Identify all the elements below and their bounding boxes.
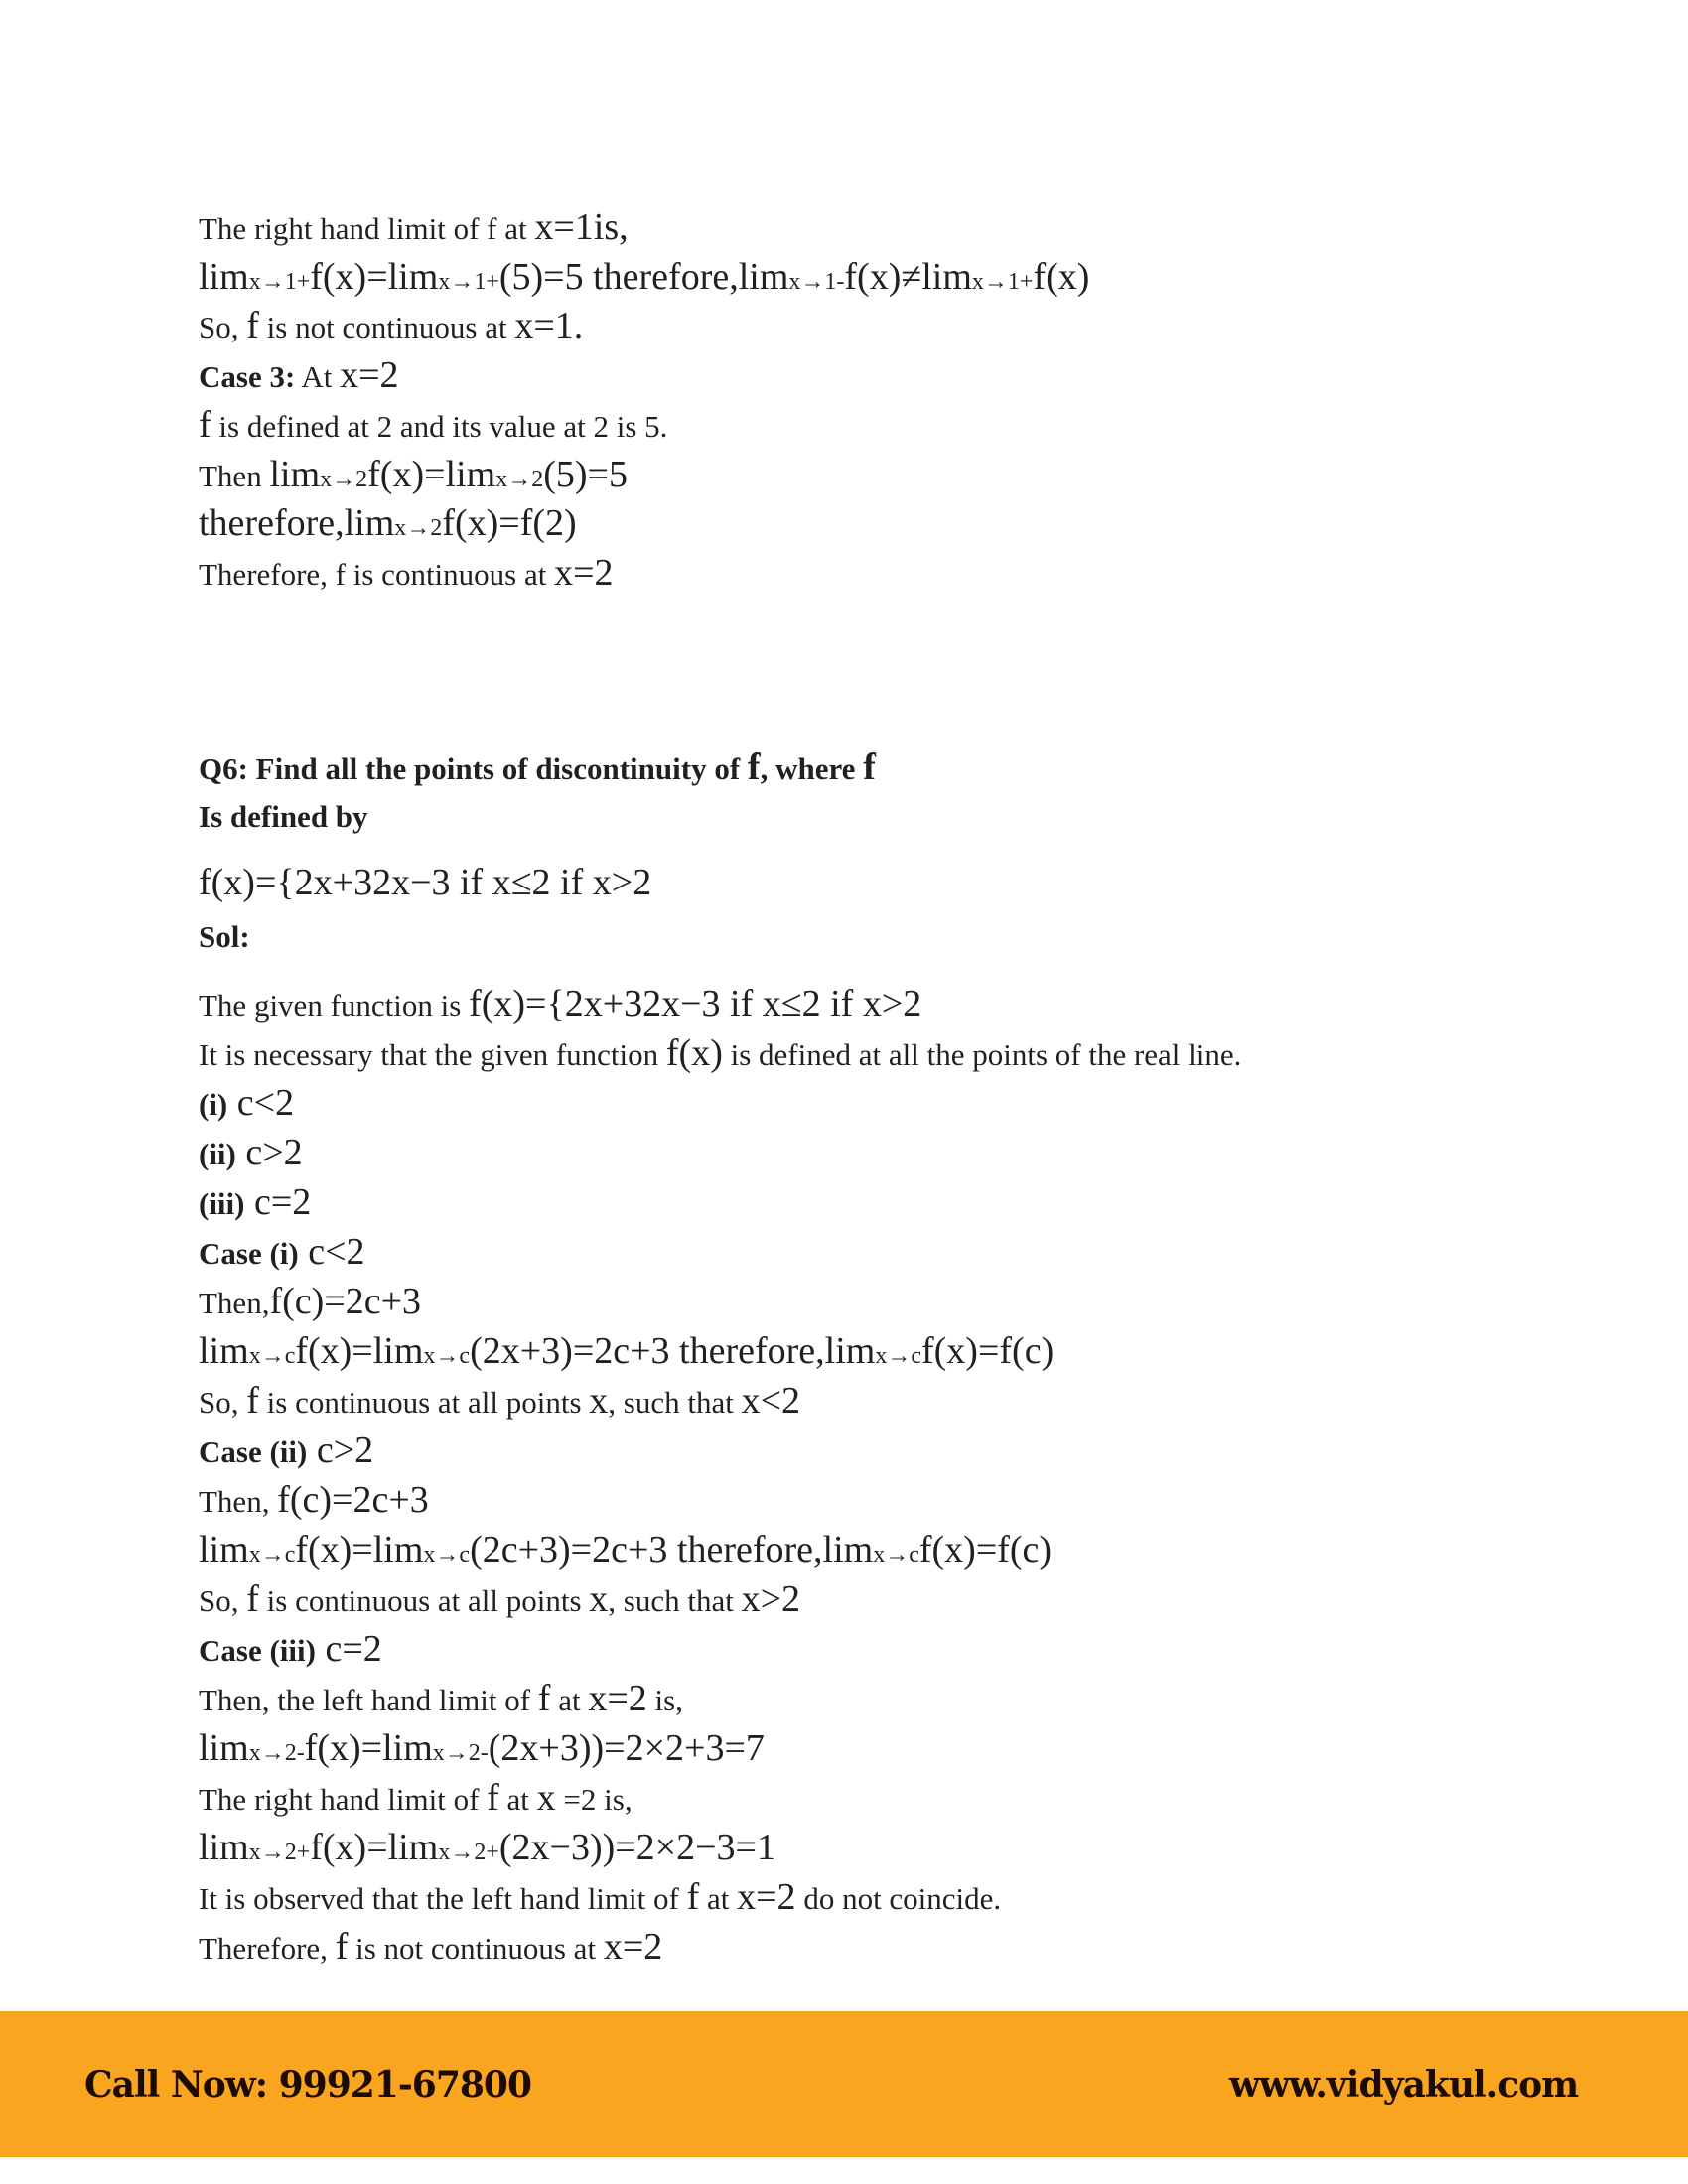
math-expression: f(x)=f(c) [918, 1529, 1053, 1570]
text-line [199, 551, 614, 594]
math-expression: f(x)=lim [310, 255, 439, 298]
math-expression: f [537, 1678, 551, 1719]
text-line [199, 1283, 421, 1320]
text-line [199, 354, 399, 397]
math-expression: (2x+3))=2×2+3=7 [488, 1727, 765, 1769]
text-line [199, 1878, 1001, 1916]
math-expression: x=2 [603, 1926, 663, 1968]
text-line [199, 255, 1090, 298]
math-expression: lim [199, 1330, 249, 1372]
call-now-phone[interactable]: Call Now: 99921-67800 [84, 2063, 532, 2106]
math-expression: lim [199, 1827, 249, 1868]
math-expression: f [747, 747, 761, 788]
text-segment: at [498, 1782, 537, 1817]
text-segment: is, [646, 1683, 683, 1717]
text-segment: The right hand limit of f at [199, 211, 535, 246]
limit-subscript: x→c [248, 1542, 296, 1568]
math-expression: f(x)=lim [295, 1529, 424, 1570]
math-expression: x<2 [741, 1380, 801, 1422]
math-expression: f [686, 1876, 700, 1918]
text-line [199, 1382, 800, 1420]
text-segment: Then, [199, 1484, 278, 1519]
text-line [199, 1680, 683, 1717]
math-expression: f(x)=lim [310, 1827, 439, 1868]
limit-subscript: x→2 [495, 466, 544, 492]
question-title [199, 749, 876, 786]
math-expression: f(x)={2x+32x−3 if x≤2 if x>2 [469, 983, 922, 1024]
text-line [199, 1084, 294, 1122]
limit-subscript: x→2+ [438, 1840, 499, 1865]
solution-label: Sol: [199, 919, 250, 954]
limit-subscript: x→1+ [248, 268, 311, 295]
math-expression: f [863, 747, 876, 788]
text-segment: Then [199, 458, 270, 493]
math-expression: (2x+3)=2c+3 therefore,lim [470, 1330, 876, 1372]
text-segment: The given function is [199, 988, 470, 1023]
text-line [199, 985, 921, 1023]
math-expression: x=2 [554, 551, 614, 594]
text-segment: At [295, 359, 341, 395]
limit-subscript: x→2+ [248, 1840, 311, 1865]
text-segment: Case 3: [199, 359, 296, 395]
text-segment: at [699, 1881, 738, 1916]
math-expression: f [246, 1380, 259, 1422]
math-expression: (2c+3)=2c+3 therefore,lim [470, 1529, 874, 1570]
math-expression: f [335, 1926, 349, 1968]
math-expression: lim [199, 1529, 249, 1570]
text-line [199, 1134, 303, 1171]
text-segment: is continuous at all points [258, 1385, 590, 1420]
text-segment: It is observed that the left hand limit of [199, 1881, 687, 1916]
text-segment: is defined at 2 and its value at 2 is 5. [211, 408, 668, 444]
math-expression: f(x)=lim [304, 1727, 433, 1769]
text-segment: So, [199, 1583, 247, 1618]
math-expression: f(x) [665, 1032, 723, 1074]
text-line [199, 1779, 633, 1817]
math-expression: (5)=5 [543, 453, 628, 495]
math-expression: f(x)=lim [367, 453, 496, 495]
text-line [199, 1034, 1241, 1072]
math-expression: (2x−3))=2×2−3=1 [498, 1827, 775, 1868]
text-segment: So, [199, 310, 247, 345]
text-segment: =2 is, [555, 1782, 633, 1817]
text-line [199, 453, 628, 495]
text-line [199, 1580, 800, 1618]
math-expression: f(x)=lim [295, 1330, 424, 1372]
text-line [199, 1432, 373, 1469]
text-segment: Then, [199, 1286, 270, 1320]
limit-subscript: x→c [248, 1343, 296, 1369]
math-expression: f [199, 403, 211, 446]
text-line [199, 403, 668, 446]
limit-subscript: x→1+ [438, 268, 499, 295]
footer-banner [0, 2011, 1688, 2157]
text-line [199, 1233, 365, 1271]
text-segment: Therefore, f is continuous at [199, 556, 555, 592]
text-line [199, 502, 577, 545]
math-expression: lim [269, 453, 321, 495]
math-expression: f [246, 305, 259, 347]
text-line [199, 1531, 1052, 1569]
text-segment: The right hand limit of [199, 1782, 488, 1817]
text-segment: is not continuous at [348, 1931, 604, 1966]
text-segment: Case (i) [199, 1236, 299, 1271]
limit-subscript: x→c [873, 1542, 919, 1568]
math-expression: lim [199, 1727, 249, 1769]
limit-subscript: x→2- [248, 1740, 305, 1766]
math-expression: (5)=5 therefore,lim [498, 255, 789, 298]
website-link[interactable]: www.vidyakul.com [1229, 2063, 1579, 2106]
text-segment: is not continuous at [258, 310, 515, 345]
text-segment: is continuous at all points [258, 1583, 590, 1618]
question-subtitle: Is defined by [199, 799, 368, 834]
text-segment: at [550, 1683, 589, 1717]
limit-subscript: x→c [875, 1343, 921, 1369]
math-expression: x=2 [340, 354, 399, 397]
text-segment: , where [760, 751, 864, 786]
text-segment: So, [199, 1385, 247, 1420]
text-line [199, 305, 584, 347]
math-expression: x [536, 1777, 556, 1819]
text-line [199, 1630, 382, 1668]
text-segment: It is necessary that the given function [199, 1037, 666, 1072]
text-line [199, 1928, 662, 1966]
math-expression: x [589, 1380, 609, 1422]
math-expression: f(x)=f(c) [921, 1330, 1055, 1372]
text-line [199, 1829, 775, 1866]
text-segment: (i) [199, 1087, 228, 1122]
text-line [199, 1481, 429, 1519]
text-line [199, 1183, 311, 1221]
text-segment: Q6: Find all the points of discontinuity of [199, 751, 748, 786]
text-segment: (ii) [199, 1137, 236, 1171]
math-expression: c>2 [307, 1430, 374, 1471]
text-segment: Then, the left hand limit of [199, 1683, 538, 1717]
math-expression: c>2 [235, 1132, 303, 1173]
text-segment: Case (iii) [199, 1633, 316, 1668]
limit-subscript: x→1- [788, 268, 845, 295]
limit-subscript: x→2 [394, 515, 443, 542]
text-segment: , such that [608, 1583, 742, 1618]
text-segment: (iii) [199, 1186, 245, 1221]
math-expression: x=1. [514, 305, 584, 347]
math-expression: f(x)≠lim [844, 255, 972, 298]
math-expression: f(x) [1033, 255, 1090, 298]
math-expression: f [487, 1777, 499, 1819]
text-segment: do not coincide. [795, 1881, 1002, 1916]
math-expression: x=1is, [534, 206, 629, 248]
math-expression: lim [199, 255, 249, 298]
text-segment: Therefore, [199, 1931, 336, 1966]
text-line [199, 1332, 1054, 1370]
math-expression: f [246, 1578, 259, 1620]
math-expression: c<2 [227, 1082, 295, 1124]
limit-subscript: x→2- [432, 1740, 489, 1766]
text-line [199, 1729, 765, 1767]
text-segment: Case (ii) [199, 1434, 308, 1469]
function-definition: f(x)={2x+32x−3 if x≤2 if x>2 [199, 862, 652, 903]
math-expression: therefore,lim [199, 502, 395, 545]
limit-subscript: x→c [423, 1542, 471, 1568]
math-expression: f(c)=2c+3 [269, 1281, 422, 1322]
math-expression: c<2 [298, 1231, 365, 1273]
limit-subscript: x→c [423, 1343, 471, 1369]
text-line [199, 208, 629, 246]
math-expression: x=2 [737, 1876, 796, 1918]
math-expression: f(x)=f(2) [442, 502, 577, 545]
text-segment: is defined at all the points of the real line. [722, 1037, 1242, 1072]
math-expression: c=2 [244, 1181, 312, 1223]
math-expression: x=2 [588, 1678, 647, 1719]
math-expression: f(c)=2c+3 [277, 1479, 429, 1521]
limit-subscript: x→2 [320, 466, 368, 492]
math-expression: x [589, 1578, 609, 1620]
math-expression: c=2 [315, 1628, 382, 1670]
math-expression: x>2 [741, 1578, 801, 1620]
limit-subscript: x→1+ [971, 268, 1034, 295]
text-segment: , such that [608, 1385, 742, 1420]
